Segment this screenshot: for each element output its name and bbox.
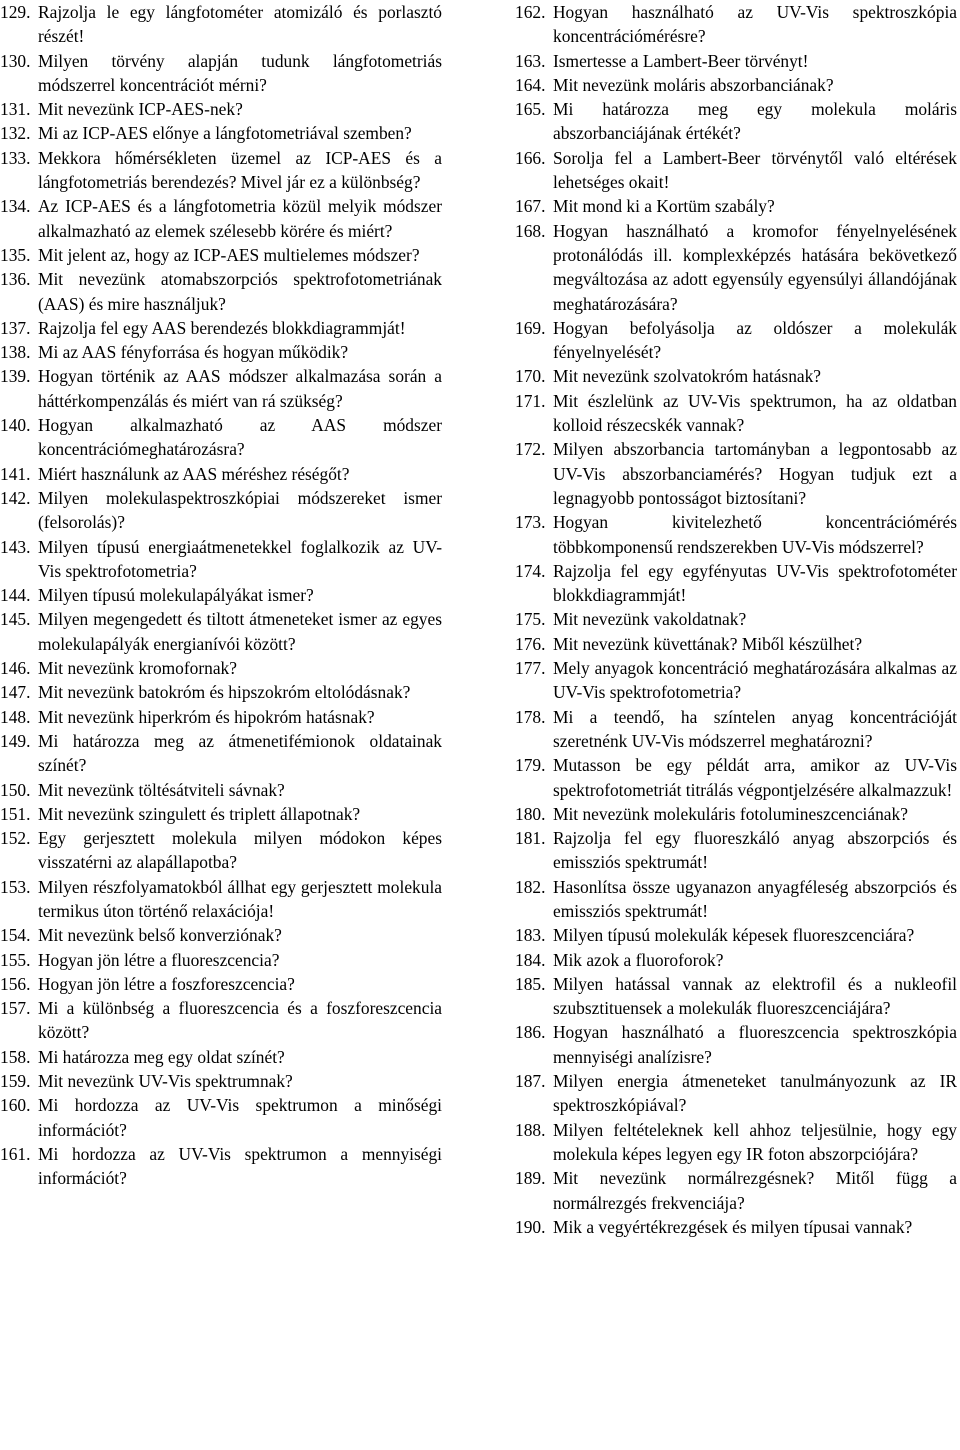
question-text: Mit mond ki a Kortüm szabály? xyxy=(553,196,775,217)
question-number: 135. xyxy=(0,244,31,265)
question-item xyxy=(0,535,442,584)
question-number: 156. xyxy=(0,973,31,994)
question-item xyxy=(0,656,442,680)
question-number: 179. xyxy=(515,755,546,776)
question-number: 162. xyxy=(515,2,546,22)
question-text: Mit észlelünk az UV-Vis spektrumon, ha az oldatban kolloid részecskék vannak? xyxy=(553,390,957,436)
question-item xyxy=(0,316,442,340)
question-number: 185. xyxy=(515,973,546,994)
question-number: 143. xyxy=(0,536,31,557)
question-text: Mit nevezünk molekuláris fotolumineszcenciának? xyxy=(553,803,908,824)
question-text: Mi a teendő, ha színtelen anyag koncentrációját szeretnénk UV-Vis módszerrel meghatározni? xyxy=(553,706,957,751)
question-number: 133. xyxy=(0,147,31,168)
question-item xyxy=(515,146,957,195)
question-text: Hogyan használható a kromofor fényelnyelésének protonálódás ill. komplexképzés hatására bekövetkező megváltozása az adott egyensúly egyensúlyi állandójának meghatározására? xyxy=(553,220,957,314)
question-item xyxy=(0,1069,442,1093)
question-text: Hogyan történik az AAS módszer alkalmazása során a háttérkompenzálás és miért van rá szükség? xyxy=(38,366,442,411)
question-number: 157. xyxy=(0,998,31,1019)
question-item xyxy=(0,0,442,49)
question-text: Hogyan jön létre a foszforeszcencia? xyxy=(38,973,295,994)
right-column xyxy=(515,0,957,1239)
question-item xyxy=(0,1045,442,1069)
question-number: 173. xyxy=(515,512,546,533)
question-text: Mit nevezünk belső konverziónak? xyxy=(38,925,282,946)
question-number: 181. xyxy=(515,828,546,849)
question-item xyxy=(515,607,957,631)
question-number: 137. xyxy=(0,317,31,338)
question-text: Milyen hatással vannak az elektrofil és a nukleofil szubsztituensek a molekulák fluoreszcenciájára? xyxy=(553,973,957,1019)
question-item xyxy=(515,316,957,365)
question-item xyxy=(515,73,957,97)
question-item xyxy=(515,656,957,705)
question-text: Milyen molekulaspektroszkópiai módszereket ismer (felsorolás)? xyxy=(38,487,442,533)
question-number: 177. xyxy=(515,658,546,679)
question-item xyxy=(515,1020,957,1069)
question-number: 151. xyxy=(0,803,31,824)
question-number: 184. xyxy=(515,949,546,970)
question-text: Az ICP-AES és a lángfotometria közül melyik módszer alkalmazható az elemek szélesebb körére és miért? xyxy=(38,196,442,241)
question-item xyxy=(0,729,442,778)
question-item xyxy=(0,243,442,267)
question-text: Mit nevezünk szolvatokróm hatásnak? xyxy=(553,366,822,387)
question-list-right xyxy=(515,0,957,1239)
question-number: 172. xyxy=(515,439,546,460)
question-number: 150. xyxy=(0,779,31,800)
question-number: 166. xyxy=(515,147,546,168)
question-number: 175. xyxy=(515,609,546,630)
question-text: Mit nevezünk atomabszorpciós spektrofotometriának (AAS) és mire használjuk? xyxy=(38,269,442,314)
question-item xyxy=(0,1093,442,1142)
question-number: 188. xyxy=(515,1119,546,1140)
question-number: 164. xyxy=(515,74,546,95)
question-number: 174. xyxy=(515,560,546,581)
question-number: 136. xyxy=(0,269,31,290)
question-number: 142. xyxy=(0,487,31,508)
question-text: Mit nevezünk szingulett és triplett állapotnak? xyxy=(38,803,361,824)
question-item xyxy=(0,923,442,947)
question-text: Mi az AAS fényforrása és hogyan működik? xyxy=(38,342,349,363)
question-item xyxy=(515,194,957,218)
question-text: Milyen megengedett és tiltott átmeneteket ismer az egyes molekulapályák energianívói között? xyxy=(38,609,442,654)
question-item xyxy=(515,49,957,73)
left-column xyxy=(0,0,442,1191)
question-number: 159. xyxy=(0,1071,31,1092)
question-text: Mik a vegyértékrezgések és milyen típusai vannak? xyxy=(553,1216,913,1237)
question-item xyxy=(515,97,957,146)
question-text: Mik azok a fluoroforok? xyxy=(553,949,724,970)
question-number: 190. xyxy=(515,1216,546,1237)
question-text: Milyen abszorbancia tartományban a legpontosabb az UV-Vis abszorbanciamérés? Hogyan tudjuk ezt a legnagyobb pontosságot biztosítani? xyxy=(553,439,957,508)
question-number: 130. xyxy=(0,50,31,71)
question-number: 160. xyxy=(0,1095,31,1116)
question-item xyxy=(0,146,442,195)
question-number: 154. xyxy=(0,925,31,946)
question-number: 146. xyxy=(0,658,31,679)
question-text: Milyen feltételeknek kell ahhoz teljesülnie, hogy egy molekula képes legyen egy IR foton abszorpciójára? xyxy=(553,1119,957,1164)
question-text: Hogyan használható a fluoreszcencia spektroszkópia mennyiségi analízisre? xyxy=(553,1022,957,1067)
question-text: Mit nevezünk vakoldatnak? xyxy=(553,609,747,630)
question-item xyxy=(515,437,957,510)
question-text: Milyen energia átmeneteket tanulmányozunk az IR spektroszkópiával? xyxy=(553,1071,957,1116)
question-item xyxy=(515,826,957,875)
question-text: Mit nevezünk batokróm és hipszokróm eltolódásnak? xyxy=(38,682,411,703)
question-text: Mit nevezünk kromofornak? xyxy=(38,658,237,679)
question-item xyxy=(515,705,957,754)
question-number: 139. xyxy=(0,366,31,387)
question-number: 147. xyxy=(0,682,31,703)
question-item xyxy=(0,680,442,704)
question-item xyxy=(515,875,957,924)
question-text: Sorolja fel a Lambert-Beer törvénytől való eltérések lehetséges okait! xyxy=(553,147,957,193)
question-item xyxy=(515,364,957,388)
question-item xyxy=(515,559,957,608)
question-item xyxy=(0,267,442,316)
question-item xyxy=(515,0,957,49)
question-number: 176. xyxy=(515,633,546,654)
question-number: 180. xyxy=(515,803,546,824)
question-item xyxy=(515,632,957,656)
question-text: Mit jelent az, hogy az ICP-AES multielemes módszer? xyxy=(38,244,420,265)
question-item xyxy=(0,705,442,729)
question-number: 132. xyxy=(0,123,31,144)
question-number: 134. xyxy=(0,196,31,217)
question-number: 158. xyxy=(0,1046,31,1067)
question-number: 161. xyxy=(0,1143,31,1164)
question-item xyxy=(515,802,957,826)
question-item xyxy=(515,948,957,972)
question-text: Mit nevezünk moláris abszorbanciának? xyxy=(553,74,834,95)
question-text: Milyen típusú molekulák képesek fluoreszcenciára? xyxy=(553,925,915,946)
question-text: Rajzolja fel egy fluoreszkáló anyag abszorpciós és emissziós spektrumát! xyxy=(553,828,957,873)
question-text: Rajzolja le egy lángfotométer atomizáló és porlasztó részét! xyxy=(38,2,442,47)
question-item xyxy=(0,340,442,364)
question-list-left xyxy=(0,0,442,1191)
question-text: Mely anyagok koncentráció meghatározására alkalmas az UV-Vis spektrofotometria? xyxy=(553,658,957,703)
question-text: Hogyan kivitelezhető koncentrációmérés többkomponensű rendszerekben UV-Vis módszerrel? xyxy=(553,512,957,557)
question-item xyxy=(0,364,442,413)
question-number: 186. xyxy=(515,1022,546,1043)
question-text: Mekkora hőmérsékleten üzemel az ICP-AES és a lángfotometriás berendezés? Mivel jár ez a különbség? xyxy=(38,147,442,193)
question-item xyxy=(0,972,442,996)
question-item xyxy=(515,1215,957,1239)
question-text: Egy gerjesztett molekula milyen módokon képes visszatérni az alapállapotba? xyxy=(38,828,442,873)
question-number: 163. xyxy=(515,50,546,71)
question-text: Mit nevezünk hiperkróm és hipokróm hatásnak? xyxy=(38,706,375,727)
question-text: Mit nevezünk normálrezgésnek? Mitől függ a normálrezgés frekvenciája? xyxy=(553,1168,957,1213)
question-item xyxy=(0,826,442,875)
question-number: 182. xyxy=(515,876,546,897)
question-text: Milyen típusú energiaátmenetekkel foglalkozik az UV-Vis spektrofotometria? xyxy=(38,536,442,581)
question-item xyxy=(0,194,442,243)
question-text: Mit nevezünk ICP-AES-nek? xyxy=(38,99,243,120)
question-number: 138. xyxy=(0,342,31,363)
question-number: 169. xyxy=(515,317,546,338)
question-item xyxy=(0,462,442,486)
question-item xyxy=(515,1118,957,1167)
question-text: Hogyan használható az UV-Vis spektroszkópia koncentrációmérésre? xyxy=(553,2,957,47)
question-item xyxy=(0,413,442,462)
question-text: Mi hordozza az UV-Vis spektrumon a mennyiségi információt? xyxy=(38,1143,442,1189)
question-item xyxy=(515,753,957,802)
question-number: 187. xyxy=(515,1071,546,1092)
question-text: Mi határozza meg az átmenetifémionok oldatainak színét? xyxy=(38,730,442,776)
question-item xyxy=(0,97,442,121)
question-item xyxy=(515,1166,957,1215)
question-number: 144. xyxy=(0,585,31,606)
question-item xyxy=(0,486,442,535)
question-item xyxy=(0,49,442,98)
question-number: 178. xyxy=(515,706,546,727)
question-number: 141. xyxy=(0,463,31,484)
question-number: 153. xyxy=(0,876,31,897)
question-text: Hogyan befolyásolja az oldószer a molekulák fényelnyelését? xyxy=(553,317,957,363)
question-number: 183. xyxy=(515,925,546,946)
question-text: Mi az ICP-AES előnye a lángfotometriával szemben? xyxy=(38,123,412,144)
question-text: Hogyan alkalmazható az AAS módszer koncentrációmeghatározásra? xyxy=(38,415,442,460)
question-text: Mi hordozza az UV-Vis spektrumon a minőségi információt? xyxy=(38,1095,442,1140)
question-number: 167. xyxy=(515,196,546,217)
question-item xyxy=(515,923,957,947)
question-item xyxy=(0,996,442,1045)
question-text: Mi a különbség a fluoreszcencia és a foszforeszcencia között? xyxy=(38,998,442,1043)
question-number: 145. xyxy=(0,609,31,630)
question-text: Rajzolja fel egy egyfényutas UV-Vis spektrofotométer blokkdiagrammját! xyxy=(553,560,957,606)
question-text: Mit nevezünk küvettának? Miből készülhet? xyxy=(553,633,863,654)
question-item xyxy=(515,510,957,559)
question-number: 129. xyxy=(0,2,31,22)
question-item xyxy=(515,972,957,1021)
question-item xyxy=(0,948,442,972)
question-item xyxy=(515,1069,957,1118)
question-number: 168. xyxy=(515,220,546,241)
question-number: 131. xyxy=(0,99,31,120)
question-text: Ismertesse a Lambert-Beer törvényt! xyxy=(553,50,809,71)
question-text: Rajzolja fel egy AAS berendezés blokkdiagrammját! xyxy=(38,317,406,338)
question-number: 189. xyxy=(515,1168,546,1189)
question-text: Milyen típusú molekulapályákat ismer? xyxy=(38,585,314,606)
question-number: 171. xyxy=(515,390,546,411)
question-number: 170. xyxy=(515,366,546,387)
question-text: Hasonlítsa össze ugyanazon anyagféleség abszorpciós és emissziós spektrumát! xyxy=(553,876,957,921)
question-number: 149. xyxy=(0,730,31,751)
question-number: 165. xyxy=(515,99,546,120)
question-text: Hogyan jön létre a fluoreszcencia? xyxy=(38,949,280,970)
question-number: 148. xyxy=(0,706,31,727)
question-number: 140. xyxy=(0,415,31,436)
question-number: 152. xyxy=(0,828,31,849)
question-text: Milyen részfolyamatokból állhat egy gerjesztett molekula termikus úton történő relaxációja! xyxy=(38,876,442,921)
question-item xyxy=(0,121,442,145)
question-text: Mit nevezünk UV-Vis spektrumnak? xyxy=(38,1071,293,1092)
question-text: Mi határozza meg egy oldat színét? xyxy=(38,1046,285,1067)
question-text: Mit nevezünk töltésátviteli sávnak? xyxy=(38,779,285,800)
question-item xyxy=(515,389,957,438)
question-item xyxy=(0,802,442,826)
question-item xyxy=(0,875,442,924)
question-text: Miért használunk az AAS méréshez réségőt? xyxy=(38,463,350,484)
question-item xyxy=(0,583,442,607)
question-text: Milyen törvény alapján tudunk lángfotometriás módszerrel koncentrációt mérni? xyxy=(38,50,442,95)
question-item xyxy=(0,607,442,656)
question-text: Mi határozza meg egy molekula moláris abszorbanciájának értékét? xyxy=(553,99,957,144)
question-item xyxy=(515,219,957,316)
question-item xyxy=(0,778,442,802)
question-text: Mutasson be egy példát arra, amikor az UV-Vis spektrofotometriát titrálás végpontjelzésére alkalmazzuk! xyxy=(553,755,957,800)
question-number: 155. xyxy=(0,949,31,970)
question-item xyxy=(0,1142,442,1191)
